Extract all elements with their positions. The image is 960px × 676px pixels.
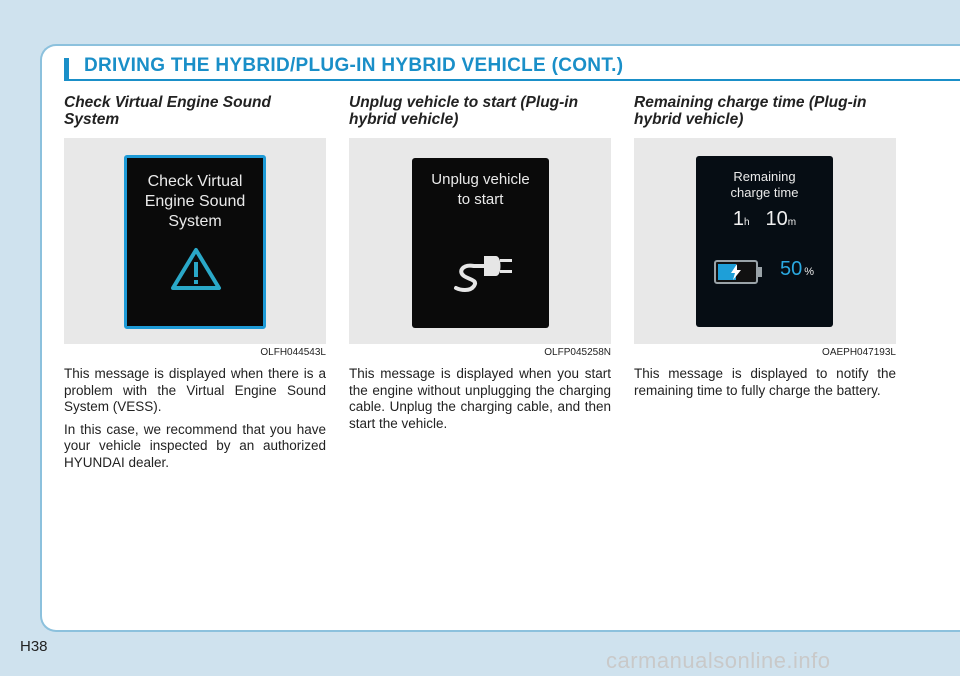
column-heading: Remaining charge time (Plug-in hybrid vehicle) bbox=[634, 94, 867, 128]
lightning-icon bbox=[729, 264, 743, 280]
screen-line: charge time bbox=[730, 185, 799, 200]
body-text bbox=[349, 366, 611, 432]
cluster-image bbox=[64, 138, 326, 358]
page-number: H38 bbox=[20, 638, 48, 655]
paragraph: This message is displayed when you start the engine without unplugging the charging cable. Unplug the charging cable, and then start the vehicle. bbox=[349, 366, 611, 431]
watermark: carmanualsonline.info bbox=[606, 648, 831, 673]
paragraph: This message is displayed to notify the remaining time to fully charge the battery. bbox=[634, 366, 896, 398]
percent-unit: % bbox=[804, 266, 815, 278]
body-text bbox=[64, 366, 326, 471]
column-unplug bbox=[349, 94, 611, 438]
column-heading: Check Virtual Engine Sound System bbox=[64, 94, 271, 128]
minutes-unit: m bbox=[787, 217, 797, 228]
image-code: OAEPH047193L bbox=[822, 347, 896, 358]
paragraph: In this case, we recommend that you have your vehicle inspected by an authorized HYUNDAI dealer. bbox=[64, 421, 326, 470]
column-check-vess bbox=[64, 94, 326, 477]
remaining-time bbox=[696, 208, 833, 231]
cluster-display bbox=[412, 158, 549, 328]
battery-icon bbox=[714, 260, 758, 284]
column-remaining-charge bbox=[634, 94, 896, 405]
cluster-image bbox=[634, 138, 896, 358]
screen-line: to start bbox=[457, 191, 504, 208]
image-code: OLFP045258N bbox=[544, 347, 611, 358]
screen-line: Engine Sound bbox=[144, 193, 246, 210]
cluster-display bbox=[124, 155, 266, 329]
percent-value: 50 bbox=[780, 258, 803, 280]
section-marker bbox=[64, 58, 69, 80]
charging-plug-icon bbox=[452, 242, 522, 294]
screen-line: System bbox=[168, 213, 222, 230]
battery-percent bbox=[780, 258, 814, 281]
column-heading: Unplug vehicle to start (Plug-in hybrid vehicle) bbox=[349, 94, 579, 128]
hours-unit: h bbox=[743, 217, 750, 228]
section-title: DRIVING THE HYBRID/PLUG-IN HYBRID VEHICLE (CONT.) bbox=[84, 55, 624, 76]
hours-value: 1 bbox=[732, 208, 744, 230]
image-code: OLFH044543L bbox=[260, 347, 326, 358]
cluster-display bbox=[696, 156, 833, 327]
cluster-image bbox=[349, 138, 611, 358]
screen-line: Remaining bbox=[733, 169, 796, 184]
body-text bbox=[634, 366, 896, 399]
screen-line: Check Virtual bbox=[147, 173, 243, 190]
minutes-value: 10 bbox=[765, 208, 788, 230]
battery-terminal bbox=[758, 267, 762, 277]
paragraph: This message is displayed when there is a problem with the Virtual Engine Sound System (VESS). bbox=[64, 366, 326, 414]
screen-line: Unplug vehicle bbox=[431, 171, 530, 188]
section-rule bbox=[64, 79, 960, 81]
warning-triangle-icon bbox=[170, 246, 222, 292]
